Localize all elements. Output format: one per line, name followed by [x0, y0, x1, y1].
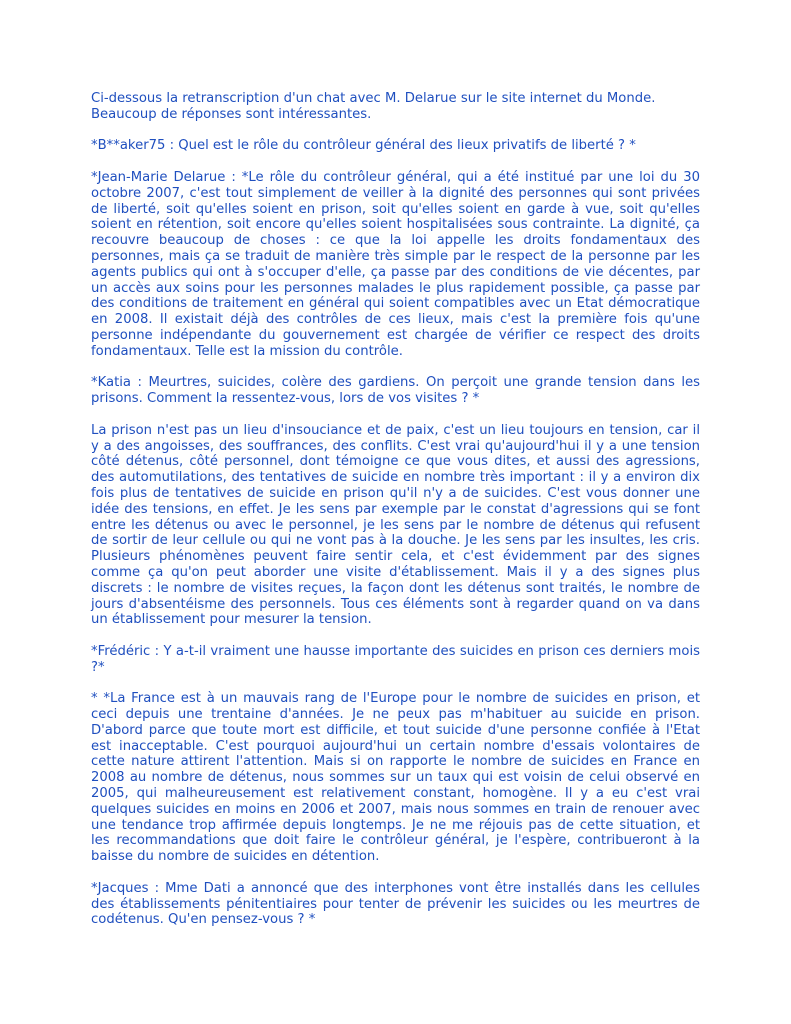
- question-baker75: *B**aker75 : Quel est le rôle du contrôleur général des lieux privatifs de liberté ? *: [91, 138, 636, 154]
- question-katia: *Katia : Meurtres, suicides, colère des gardiens. On perçoit une grande tension dans les prisons. Comment la ressentez-vous, lors de vos visites ? *: [91, 375, 700, 407]
- answer-suicides: * *La France est à un mauvais rang de l'Europe pour le nombre de suicides en prison, et ceci depuis une trentaine d'années. Je ne peux pas m'habituer au suicide en prison. D'abord parce que toute mort est difficile, et tout suicide d'une personne confiée à l'Etat est inacceptable. C'est pourquoi aujourd'hui un certain nombre d'essais volontaires de cette nature attirent l'attention. Mais si on rapporte le nombre de suicides en France en 2008 au nombre de détenus, nous sommes sur un taux qui est voisin de celui observé en 2005, qui malheureusement est relativement constant, homogène. Il y a eu c'est vrai quelques suicides en moins en 2006 et 2007, mais nous sommes en train de renouer avec une tendance trop affirmée depuis longtemps. Je ne me réjouis pas de cette situation, et les recommandations que doit faire le contrôleur général, je l'espère, contribueront à la baisse du nombre de suicides en détention.: [91, 691, 700, 865]
- document-body: [91, 91, 700, 944]
- question-jacques: *Jacques : Mme Dati a annoncé que des interphones vont être installés dans les cellules des établissements pénitentiaires pour tenter de prévenir les suicides ou les meurtres de codétenus. Qu'en pensez-vous ? *: [91, 880, 700, 928]
- answer-tension-prison: La prison n'est pas un lieu d'insouciance et de paix, c'est un lieu toujours en tension, car il y a des angoisses, des souffrances, des conflits. C'est vrai qu'aujourd'hui il y a une tension côté détenus, côté personnel, dont témoigne ce que vous dites, et aussi des agressions, des automutilations, des tentatives de suicide en nombre très important : il y a environ dix fois plus de tentatives de suicide en prison qu'il n'y a de suicides. C'est vous donner une idée des tensions, en effet. Je les sens par exemple par le constat d'agressions qui se font entre les détenus ou avec le personnel, je les sens par le nombre de détenus qui refusent de sortir de leur cellule ou qui ne vont pas à la douche. Je les sens par les insultes, les cris. Plusieurs phénomènes peuvent faire sentir cela, et c'est évidemment par des signes comme ça qu'on peut aborder une visite d'établissement. Mais il y a des signes plus discrets : le nombre de visites reçues, la façon dont les détenus sont traités, le nombre de jours d'absentéisme des personnels. Tous ces éléments sont à regarder quand on va dans un établissement pour mesurer la tension.: [91, 422, 700, 628]
- intro-paragraph: Ci-dessous la retranscription d'un chat avec M. Delarue sur le site internet du Monde. Beaucoup de réponses sont intéressantes.: [91, 91, 656, 122]
- question-frederic: *Frédéric : Y a-t-il vraiment une hausse importante des suicides en prison ces derniers mois ?*: [91, 643, 700, 675]
- answer-role-controleur: *Jean-Marie Delarue : *Le rôle du contrôleur général, qui a été institué par une loi du 30 octobre 2007, c'est tout simplement de veiller à la dignité des personnes qui sont privées de liberté, soit qu'elles soient en prison, soit qu'elles soient en garde à vue, soit qu'elles soient en rétention, soit encore qu'elles soient hospitalisées sous contrainte. La dignité, ça recouvre beaucoup de choses : ce que la loi appelle les droits fondamentaux des personnes, mais ça se traduit de manière très simple par le respect de la personne par les agents publics qui ont à s'occuper d'elle, ça passe par des conditions de vie décentes, par un accès aux soins pour les personnes malades le plus rapidement possible, ça passe par des conditions de traitement en général qui soient compatibles avec un Etat démocratique en 2008. Il existait déjà des contrôles de ces lieux, mais c'est la première fois qu'une personne indépendante du gouvernement est chargée de vérifier ce respect des droits fondamentaux. Telle est la mission du contrôle.: [91, 169, 700, 359]
